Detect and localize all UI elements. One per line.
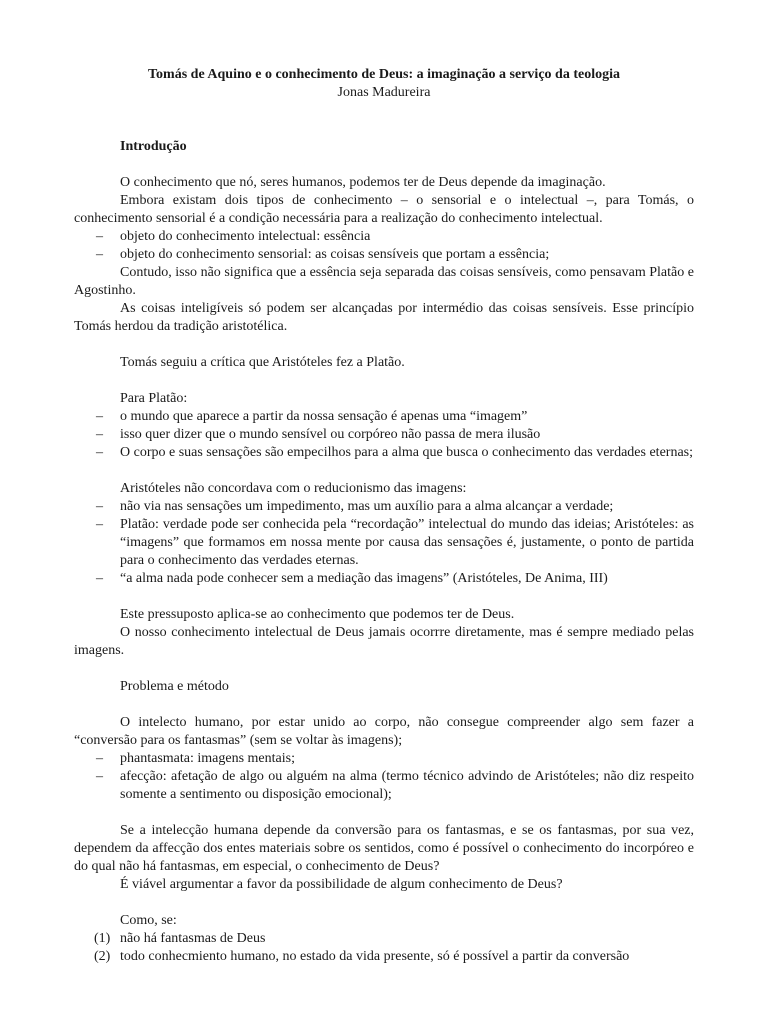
document-title: Tomás de Aquino e o conhecimento de Deus: a imaginação a serviço da teologia — [148, 67, 620, 82]
dash-bullet: – — [96, 499, 103, 514]
paragraph: Para Platão: — [120, 391, 188, 406]
document-body — [74, 66, 694, 966]
dash-bullet: – — [96, 247, 103, 262]
paragraph: O nosso conhecimento intelectual de Deus jamais ocorrre diretamente, mas é sempre mediado pelas imagens. — [74, 625, 694, 658]
list-item: – afecção: afetação de algo ou alguém na alma (termo técnico advindo de Aristóteles; não diz respeito somente a sentimento ou disposição emocional); — [96, 769, 694, 802]
dash-list — [74, 408, 694, 462]
list-item: – objeto do conhecimento intelectual: essência — [96, 229, 371, 244]
paragraph: As coisas inteligíveis só podem ser alcançadas por intermédio das coisas sensíveis. Esse princípio Tomás herdou da tradição aristotélica. — [74, 301, 694, 334]
list-item: – O corpo e suas sensações são empecilhos para a alma que busca o conhecimento das verdades eternas; — [96, 445, 694, 460]
list-number: (1) — [94, 931, 111, 946]
dash-list — [74, 750, 694, 804]
paragraph: Este pressuposto aplica-se ao conhecimento que podemos ter de Deus. — [120, 607, 515, 622]
list-item: (2) todo conhecmiento humano, no estado da vida presente, só é possível a partir da conversão — [94, 949, 630, 964]
section-heading-introducao: Introdução — [120, 139, 187, 154]
dash-list — [74, 228, 694, 264]
list-item: – Platão: verdade pode ser conhecida pela “recordação” intelectual do mundo das ideias; Aristóteles: as “imagens” que formamos em nossa mente por causa das sensações é, justamente, o ponto de partida para o conhecimento das verdades eternas. — [96, 517, 694, 568]
dash-bullet: – — [96, 769, 103, 784]
paragraph: O intelecto humano, por estar unido ao corpo, não consegue compreender algo sem fazer a “conversão para os fantasmas” (sem se voltar às imagens); — [74, 715, 694, 748]
list-number: (2) — [94, 949, 111, 964]
dash-bullet: – — [96, 751, 103, 766]
list-item: – não via nas sensações um impedimento, mas um auxílio para a alma alcançar a verdade; — [96, 499, 614, 514]
list-item: – objeto do conhecimento sensorial: as coisas sensíveis que portam a essência; — [96, 247, 550, 262]
numbered-list — [74, 930, 694, 966]
list-item: – o mundo que aparece a partir da nossa sensação é apenas uma “imagem” — [96, 409, 528, 424]
list-item: – isso quer dizer que o mundo sensível ou corpóreo não passa de mera ilusão — [96, 427, 541, 442]
dash-bullet: – — [96, 427, 103, 442]
dash-bullet: – — [96, 409, 103, 424]
list-item: – phantasmata: imagens mentais; — [96, 751, 295, 766]
dash-bullet: – — [96, 517, 103, 532]
paragraph: Tomás seguiu a crítica que Aristóteles fez a Platão. — [120, 355, 405, 370]
list-item: (1) não há fantasmas de Deus — [94, 931, 266, 946]
paragraph: Se a intelecção humana depende da conversão para os fantasmas, e se os fantasmas, por sua vez, dependem da affecção dos entes materiais sobre os sentidos, como é possível o conhecimento do incorpóreo e do qual não há fantasmas, em especial, o conhecimento de Deus? — [74, 823, 694, 874]
paragraph: Como, se: — [120, 913, 177, 928]
paragraph: É viável argumentar a favor da possibilidade de algum conhecimento de Deus? — [120, 877, 563, 892]
dash-bullet: – — [96, 445, 103, 460]
section-heading-problema: Problema e método — [120, 679, 229, 694]
dash-list — [74, 498, 694, 588]
list-item: – “a alma nada pode conhecer sem a mediação das imagens” (Aristóteles, De Anima, III) — [96, 571, 608, 586]
paragraph: Embora existam dois tipos de conhecimento – o sensorial e o intelectual –, para Tomás, o conhecimento sensorial é a condição necessária para a realização do conhecimento intelectual. — [74, 193, 694, 226]
dash-bullet: – — [96, 571, 103, 586]
paragraph: Contudo, isso não significa que a essência seja separada das coisas sensíveis, como pensavam Platão e Agostinho. — [74, 265, 694, 298]
dash-bullet: – — [96, 229, 103, 244]
paragraph: Aristóteles não concordava com o reducionismo das imagens: — [120, 481, 467, 496]
document-author: Jonas Madureira — [337, 85, 431, 100]
paragraph: O conhecimento que nó, seres humanos, podemos ter de Deus depende da imaginação. — [120, 175, 606, 190]
